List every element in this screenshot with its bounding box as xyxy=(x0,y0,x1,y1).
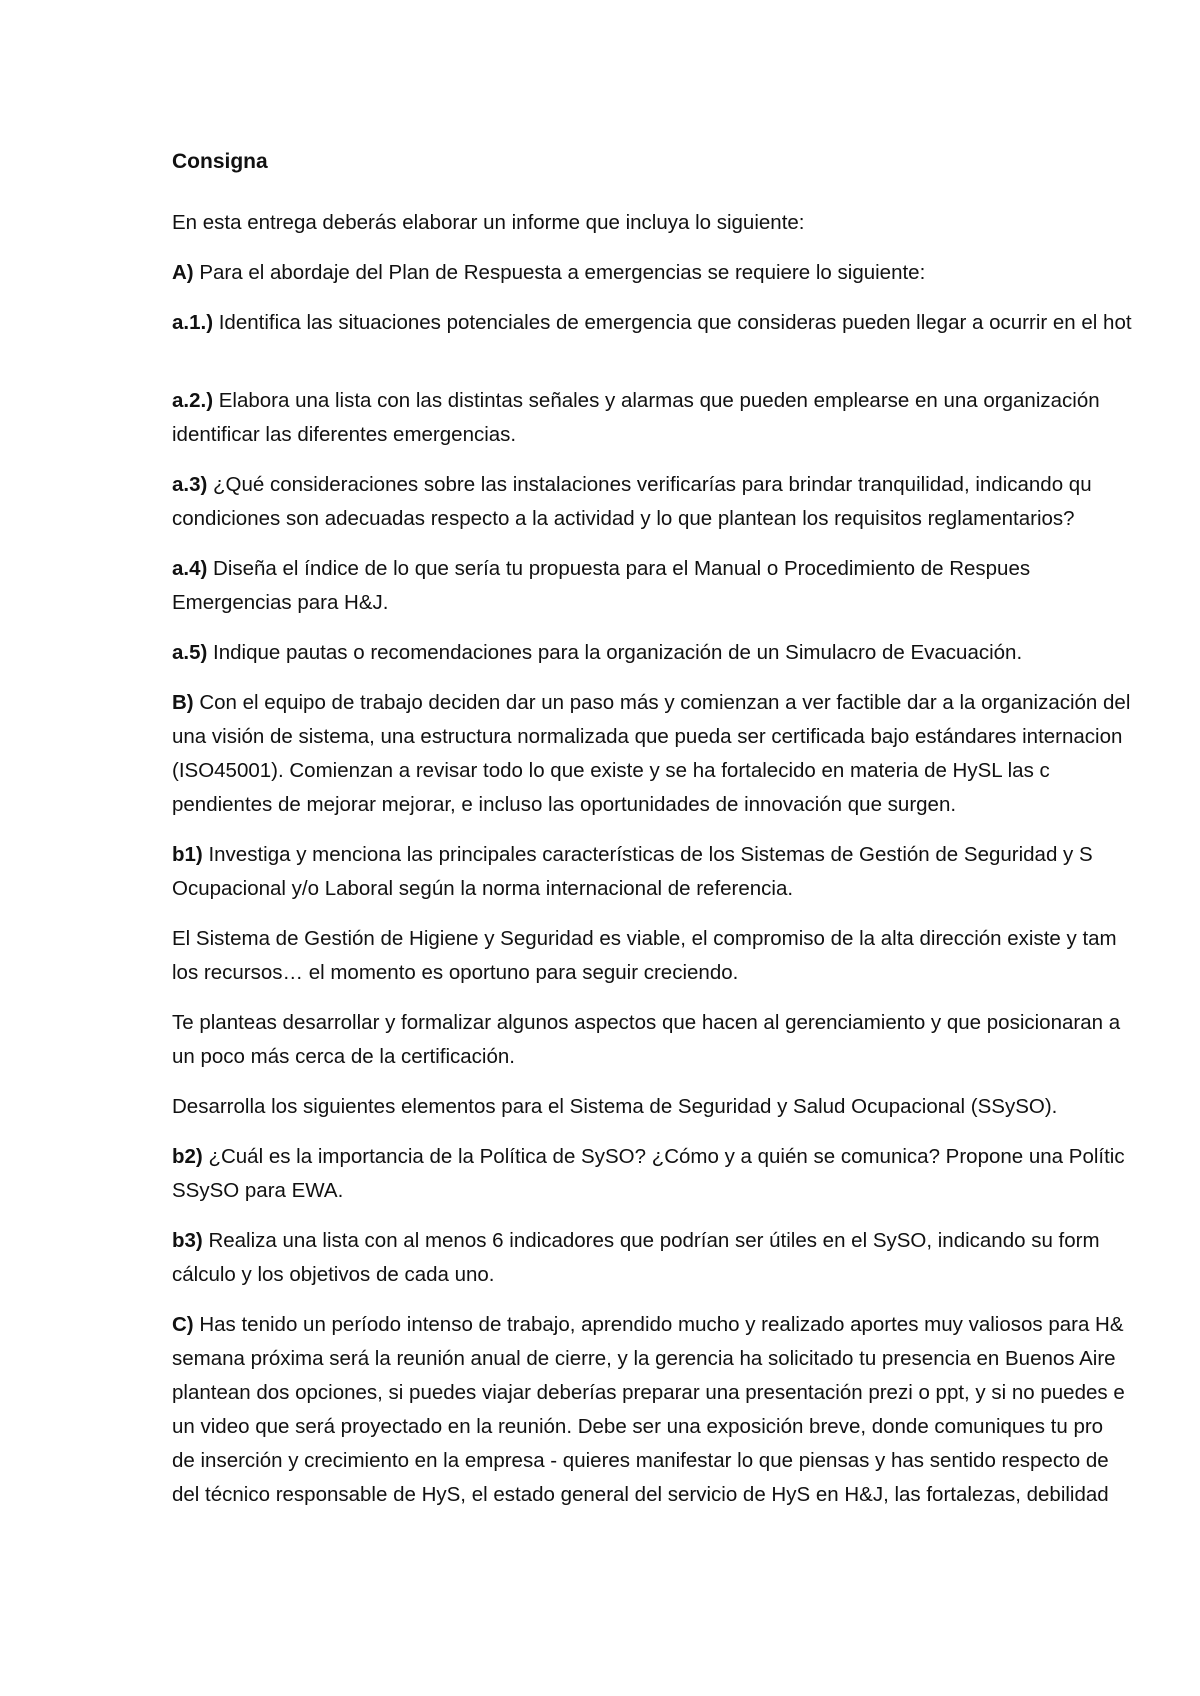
item-a2-paragraph xyxy=(172,384,1200,452)
item-b1-label: b1) xyxy=(172,843,203,866)
item-a1-text: Identifica las situaciones potenciales de emergencia que consideras pueden llegar a ocurrir en el hot xyxy=(213,311,1132,334)
section-c-line-5: de inserción y crecimiento en la empresa - quieres manifestar lo que piensas y has sentido respecto de xyxy=(172,1449,1109,1472)
item-a3-paragraph xyxy=(172,468,1200,536)
item-a5-paragraph xyxy=(172,636,1200,670)
document-body xyxy=(172,146,1200,1528)
intro-text: En esta entrega deberás elaborar un informe que incluya lo siguiente: xyxy=(172,211,805,234)
section-a-text: Para el abordaje del Plan de Respuesta a emergencias se requiere lo siguiente: xyxy=(193,261,926,284)
intro-paragraph xyxy=(172,206,1200,240)
item-a2-line-1 xyxy=(172,384,1200,418)
item-a3-line-1 xyxy=(172,468,1200,502)
item-a2-line-2: identificar las diferentes emergencias. xyxy=(172,423,517,446)
section-c-line-2: semana próxima será la reunión anual de cierre, y la gerencia ha solicitado tu presencia en Buenos Aire xyxy=(172,1347,1116,1370)
section-b-line-4: pendientes de mejorar mejorar, e incluso las oportunidades de innovación que surgen. xyxy=(172,793,957,816)
item-a5-text: Indique pautas o recomendaciones para la organización de un Simulacro de Evacuación. xyxy=(207,641,1023,664)
item-a4-text-1: Diseña el índice de lo que sería tu propuesta para el Manual o Procedimiento de Respues xyxy=(207,557,1031,580)
item-a4-line-1 xyxy=(172,552,1200,586)
section-b-paragraph xyxy=(172,686,1200,822)
planteas-line-2: un poco más cerca de la certificación. xyxy=(172,1045,515,1068)
item-a3-line-2: condiciones son adecuadas respecto a la actividad y lo que plantean los requisitos reglamentarios? xyxy=(172,507,1075,530)
item-b2-text-1: ¿Cuál es la importancia de la Política de SySO? ¿Cómo y a quién se comunica? Propone una Polític xyxy=(202,1145,1125,1168)
item-a4-paragraph xyxy=(172,552,1200,620)
section-a-label: A) xyxy=(172,261,194,284)
section-c-paragraph xyxy=(172,1308,1200,1512)
item-b2-label: b2) xyxy=(172,1145,203,1168)
item-a4-label: a.4) xyxy=(172,557,208,580)
item-b3-label: b3) xyxy=(172,1229,203,1252)
item-b3-line-2: cálculo y los objetivos de cada uno. xyxy=(172,1263,495,1286)
section-c-line-1 xyxy=(172,1308,1200,1342)
item-b3-text-1: Realiza una lista con al menos 6 indicadores que podrían ser útiles en el SySO, indicando su form xyxy=(202,1229,1100,1252)
planteas-paragraph xyxy=(172,1006,1200,1074)
desarrolla-text: Desarrolla los siguientes elementos para el Sistema de Seguridad y Salud Ocupacional (SSySO). xyxy=(172,1095,1058,1118)
item-a5-label: a.5) xyxy=(172,641,208,664)
item-b2-line-2: SSySO para EWA. xyxy=(172,1179,344,1202)
section-a-paragraph xyxy=(172,256,1200,290)
section-b-line-1 xyxy=(172,686,1200,720)
item-b2-paragraph xyxy=(172,1140,1200,1208)
section-c-label: C) xyxy=(172,1313,194,1336)
item-b3-paragraph xyxy=(172,1224,1200,1292)
planteas-line-1: Te planteas desarrollar y formalizar algunos aspectos que hacen al gerenciamiento y que posicionaran a xyxy=(172,1011,1121,1034)
item-a3-label: a.3) xyxy=(172,473,208,496)
item-b1-paragraph xyxy=(172,838,1200,906)
document-title: Consigna xyxy=(172,150,268,173)
desarrolla-paragraph xyxy=(172,1090,1200,1124)
item-a1-label: a.1.) xyxy=(172,311,214,334)
item-b2-line-1 xyxy=(172,1140,1200,1174)
item-b1-text-1: Investiga y menciona las principales características de los Sistemas de Gestión de Seguridad y S xyxy=(202,843,1093,866)
sgh-line-1: El Sistema de Gestión de Higiene y Seguridad es viable, el compromiso de la alta dirección existe y tam xyxy=(172,927,1117,950)
item-b1-line-1 xyxy=(172,838,1200,872)
section-b-line-2: una visión de sistema, una estructura normalizada que pueda ser certificada bajo estándares internacion xyxy=(172,725,1123,748)
section-b-label: B) xyxy=(172,691,194,714)
item-b1-line-2: Ocupacional y/o Laboral según la norma internacional de referencia. xyxy=(172,877,794,900)
item-a2-label: a.2.) xyxy=(172,389,214,412)
sgh-paragraph xyxy=(172,922,1200,990)
item-b3-line-1 xyxy=(172,1224,1200,1258)
sgh-line-2: los recursos… el momento es oportuno para seguir creciendo. xyxy=(172,961,739,984)
item-a2-text-1: Elabora una lista con las distintas señales y alarmas que pueden emplearse en una organización xyxy=(213,389,1100,412)
section-c-line-4: un video que será proyectado en la reunión. Debe ser una exposición breve, donde comuniques tu pro xyxy=(172,1415,1104,1438)
item-a4-line-2: Emergencias para H&J. xyxy=(172,591,389,614)
item-a1-paragraph xyxy=(172,306,1200,340)
section-b-line-3: (ISO45001). Comienzan a revisar todo lo que existe y se ha fortalecido en materia de HySL las c xyxy=(172,759,1050,782)
section-b-text-1: Con el equipo de trabajo deciden dar un paso más y comienzan a ver factible dar a la organización del xyxy=(193,691,1131,714)
section-c-text-1: Has tenido un período intenso de trabajo, aprendido mucho y realizado aportes muy valiosos para H& xyxy=(193,1313,1124,1336)
section-c-line-3: plantean dos opciones, si puedes viajar deberías preparar una presentación prezi o ppt, y si no puedes e xyxy=(172,1381,1125,1404)
item-a3-text-1: ¿Qué consideraciones sobre las instalaciones verificarías para brindar tranquilidad, indicando qu xyxy=(207,473,1092,496)
section-c-line-6: del técnico responsable de HyS, el estado general del servicio de HyS en H&J, las fortalezas, debilidad xyxy=(172,1483,1109,1506)
